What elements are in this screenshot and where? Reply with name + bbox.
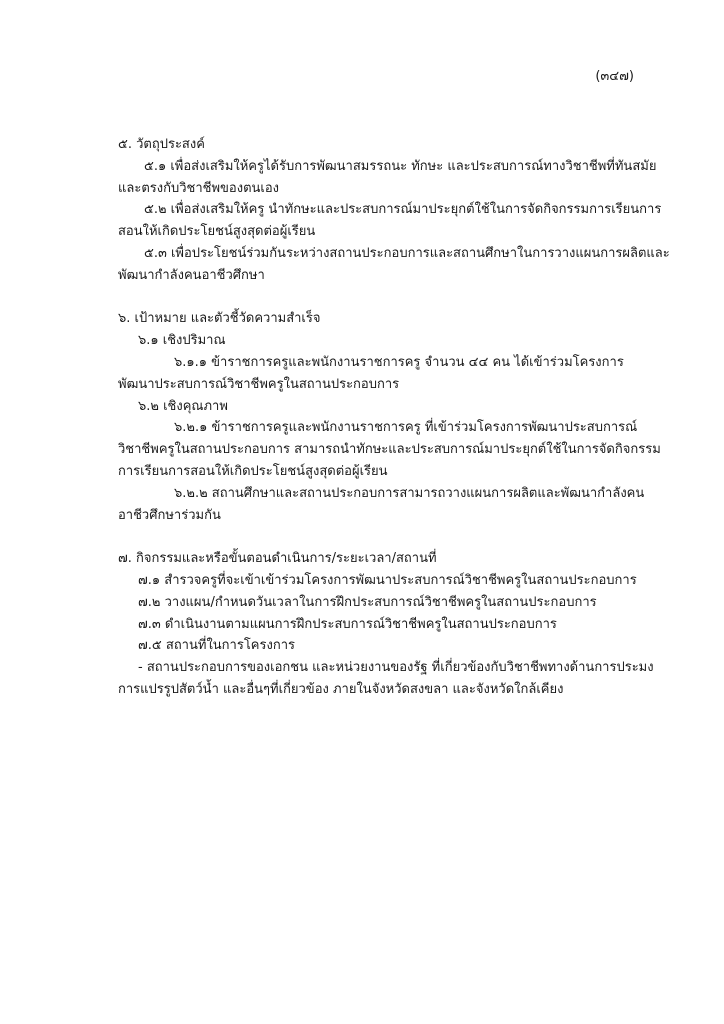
spacer bbox=[118, 287, 638, 309]
activity-7-3: ๗.๓ ดำเนินงานตามแผนการฝึกประสบการณ์วิชาชีพครูในสถานประกอบการ bbox=[138, 616, 557, 632]
objective-5-3-cont: พัฒนากำลังคนอาชีวศึกษา bbox=[118, 267, 265, 283]
section-7-heading: ๗. กิจกรรมและหรือขั้นตอนดำเนินการ/ระยะเวลา/สถานที่ bbox=[118, 551, 437, 567]
activity-7-1: ๗.๑ สำรวจครูที่จะเข้าเข้าร่วมโครงการพัฒนาประสบการณ์วิชาชีพครูในสถานประกอบการ bbox=[138, 572, 637, 588]
objective-5-3: ๕.๓ เพื่อประโยชน์ร่วมกันระหว่างสถานประกอบการและสถานศึกษาในการวางแผนการผลิตและ bbox=[144, 245, 670, 261]
target-quantity-heading: ๖.๑ เชิงปริมาณ bbox=[138, 333, 226, 349]
section-6-heading: ๖. เป้าหมาย และตัวชี้วัดความสำเร็จ bbox=[118, 311, 321, 327]
location-text-cont: การแปรรูปสัตว์น้ำ และอื่นๆที่เกี่ยวข้อง ภายในจังหวัดสงขลา และจังหวัดใกล้เคียง bbox=[118, 681, 564, 697]
target-6-2-1-cont: วิชาชีพครูในสถานประกอบการ สามารถนำทักษะและประสบการณ์มาประยุกต์ใช้ในการจัดกิจกรรม bbox=[118, 442, 661, 458]
target-6-1-1: ๖.๑.๑ ข้าราชการครูและพนักงานราชการครู จำนวน ๔๔ คน ได้เข้าร่วมโครงการ bbox=[174, 354, 624, 370]
spacer bbox=[118, 526, 638, 548]
objective-5-2-cont: สอนให้เกิดประโยชน์สูงสุดต่อผู้เรียน bbox=[118, 224, 316, 240]
target-6-1-1-cont: พัฒนาประสบการณ์วิชาชีพครูในสถานประกอบการ bbox=[118, 376, 400, 392]
target-6-2-2: ๖.๒.๒ สถานศึกษาและสถานประกอบการสามารถวางแผนการผลิตและพัฒนากำลังคน bbox=[174, 485, 645, 501]
activity-7-2: ๗.๒ วางแผน/กำหนดวันเวลาในการฝึกประสบการณ์วิชาชีพครูในสถานประกอบการ bbox=[138, 594, 597, 610]
location-text: - สถานประกอบการของเอกชน และหน่วยงานของรัฐ ที่เกี่ยวข้องกับวิชาชีพทางด้านการประมง bbox=[138, 660, 654, 676]
activity-7-5: ๗.๕ สถานที่ในการโครงการ bbox=[138, 638, 295, 654]
objective-5-1-cont: และตรงกับวิชาชีพของตนเอง bbox=[118, 180, 280, 196]
target-6-2-2-cont: อาชีวศึกษาร่วมกัน bbox=[118, 507, 221, 523]
target-6-2-1: ๖.๒.๑ ข้าราชการครูและพนักงานราชการครู ที่เข้าร่วมโครงการพัฒนาประสบการณ์ bbox=[174, 420, 638, 436]
target-6-2-1-cont2: การเรียนการสอนให้เกิดประโยชน์สูงสุดต่อผู้เรียน bbox=[118, 463, 388, 479]
objective-5-1: ๕.๑ เพื่อส่งเสริมให้ครูได้รับการพัฒนาสมรรถนะ ทักษะ และประสบการณ์ทางวิชาชีพที่ทันสมัย bbox=[144, 158, 657, 174]
target-quality-heading: ๖.๒ เชิงคุณภาพ bbox=[138, 398, 228, 414]
objective-5-2: ๕.๒ เพื่อส่งเสริมให้ครู นำทักษะและประสบการณ์มาประยุกต์ใช้ในการจัดกิจกรรมการเรียนการ bbox=[144, 202, 662, 218]
section-5-heading: ๕. วัตถุประสงค์ bbox=[118, 137, 205, 152]
document-body bbox=[118, 134, 670, 701]
page-number: (๓๔๗) bbox=[595, 69, 634, 84]
